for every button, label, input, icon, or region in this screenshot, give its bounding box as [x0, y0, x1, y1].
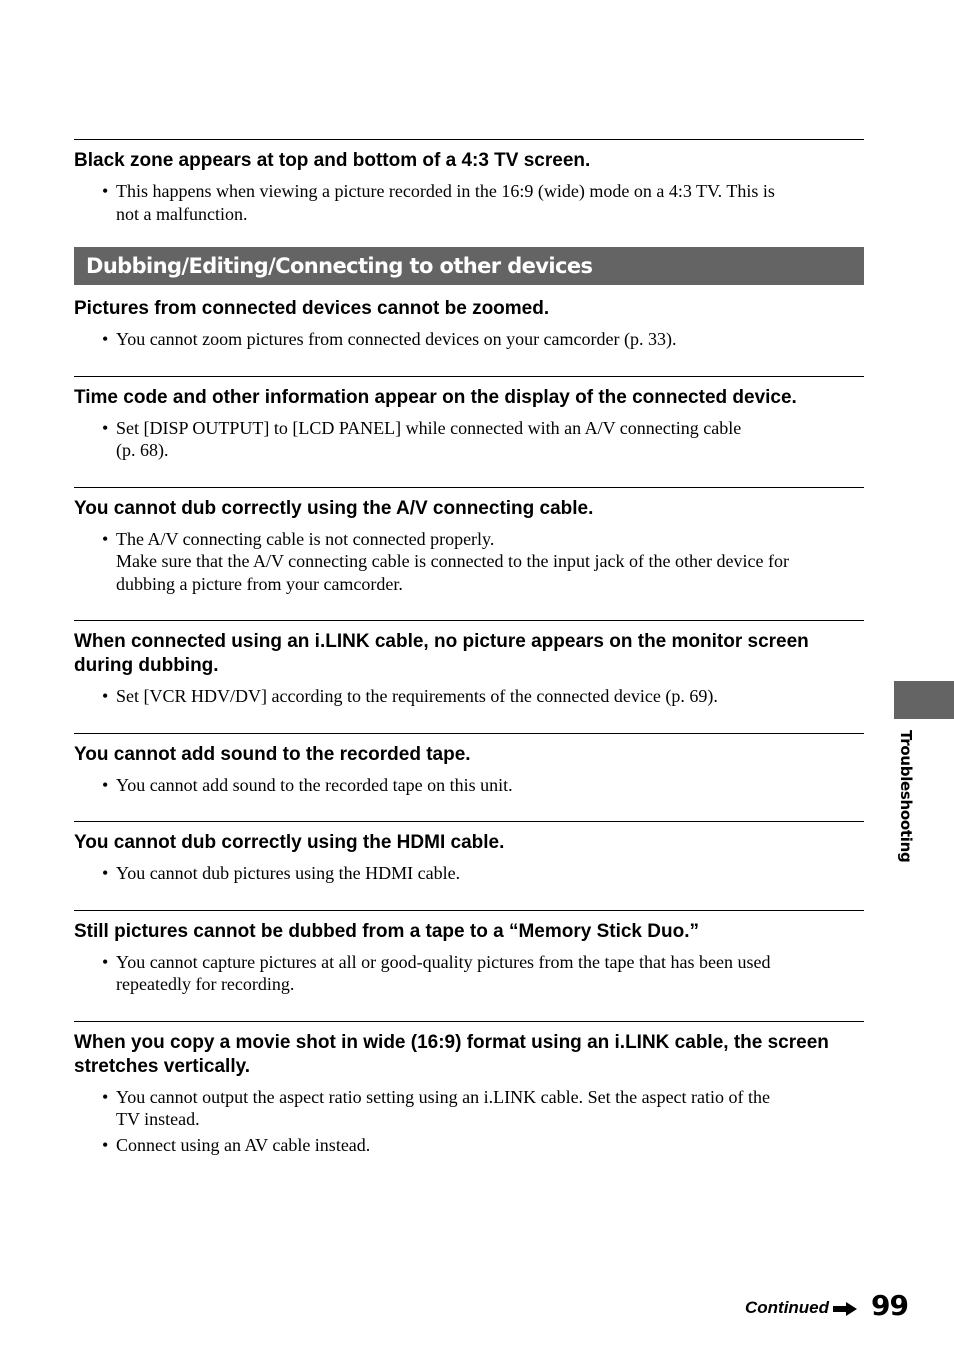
continued-label: Continued	[744, 1298, 830, 1317]
troubleshooting-entry	[74, 1021, 864, 1157]
bullet-text-line: • Set [VCR HDV/DV] according to the requirements of the connected device (p. 69).	[116, 686, 718, 706]
bullet-item	[116, 1134, 864, 1157]
bullet-text-line: (p. 68).	[116, 440, 169, 460]
bullet-text-line: • You cannot capture pictures at all or good-quality pictures from the tape that has been used	[116, 951, 771, 972]
entry-heading: You cannot dub correctly using the A/V connecting cable.	[74, 497, 594, 519]
bullet-list	[74, 862, 864, 885]
page-content	[74, 139, 864, 1159]
bullet-text-line: • You cannot dub pictures using the HDMI cable.	[116, 863, 461, 883]
bullet-text-line: repeatedly for recording.	[116, 974, 295, 994]
bullet-list	[74, 417, 864, 462]
bullet-list	[74, 328, 864, 351]
troubleshooting-entry	[74, 910, 864, 996]
bullet-text-line: • Connect using an AV cable instead.	[116, 1134, 371, 1155]
entry-heading: You cannot add sound to the recorded tape.	[74, 743, 471, 765]
bullet-text-line: • The A/V connecting cable is not connected properly.	[116, 528, 495, 549]
chapter-tab-marker	[894, 681, 954, 719]
top-entries	[74, 139, 864, 225]
bullet-text-line: not a malfunction.	[116, 203, 248, 224]
entry-heading: When you copy a movie shot in wide (16:9) format using an i.LINK cable, the screen stretches vertically.	[74, 1031, 829, 1077]
bullet-item	[116, 862, 864, 885]
entry-heading: You cannot dub correctly using the HDMI cable.	[74, 832, 505, 853]
troubleshooting-entry	[74, 297, 864, 351]
right-arrow-icon	[833, 1302, 857, 1316]
bullet-item	[116, 951, 864, 996]
bullet-item	[116, 774, 864, 797]
entry-heading: When connected using an i.LINK cable, no picture appears on the monitor screen during dubbing.	[74, 631, 809, 676]
bullet-item	[116, 685, 864, 708]
troubleshooting-entry	[74, 139, 864, 225]
section-header: Dubbing/Editing/Connecting to other devices	[74, 247, 864, 285]
entry-heading: Pictures from connected devices cannot be zoomed.	[74, 298, 550, 319]
bullet-item	[116, 417, 864, 462]
bullet-list	[74, 685, 864, 708]
bullet-item	[116, 180, 864, 225]
bullet-text-line: Make sure that the A/V connecting cable is connected to the input jack of the other device for	[116, 551, 789, 571]
bullet-list	[74, 180, 864, 225]
troubleshooting-entry	[74, 376, 864, 462]
bullet-list	[74, 1086, 864, 1157]
page-footer	[745, 1290, 908, 1322]
entry-heading: Black zone appears at top and bottom of a 4:3 TV screen.	[74, 150, 591, 171]
bullet-text-line: • You cannot output the aspect ratio setting using an i.LINK cable. Set the aspect ratio of the	[116, 1086, 771, 1107]
bullet-text-line: • You cannot add sound to the recorded tape on this unit.	[116, 774, 513, 795]
chapter-tab-label: Troubleshooting	[897, 730, 915, 863]
bullet-text-line: TV instead.	[116, 1109, 200, 1129]
entry-heading: Time code and other information appear on the display of the connected device.	[74, 386, 797, 408]
bullet-list	[74, 951, 864, 996]
entry-heading: Still pictures cannot be dubbed from a tape to a “Memory Stick Duo.”	[74, 920, 699, 942]
bullet-text-line: • You cannot zoom pictures from connected devices on your camcorder (p. 33).	[116, 329, 677, 349]
troubleshooting-entries	[74, 297, 864, 1156]
troubleshooting-entry	[74, 487, 864, 596]
bullet-item	[116, 328, 864, 351]
bullet-list	[74, 774, 864, 797]
troubleshooting-entry	[74, 620, 864, 708]
bullet-text-line: • This happens when viewing a picture recorded in the 16:9 (wide) mode on a 4:3 TV. This is	[116, 181, 775, 201]
bullet-list	[74, 528, 864, 596]
bullet-item	[116, 1086, 864, 1131]
bullet-text-line: • Set [DISP OUTPUT] to [LCD PANEL] while connected with an A/V connecting cable	[116, 417, 742, 438]
bullet-item	[116, 528, 864, 596]
bullet-text-line: dubbing a picture from your camcorder.	[116, 573, 403, 594]
troubleshooting-entry	[74, 733, 864, 797]
page-number: 99	[871, 1289, 908, 1322]
troubleshooting-entry	[74, 821, 864, 885]
